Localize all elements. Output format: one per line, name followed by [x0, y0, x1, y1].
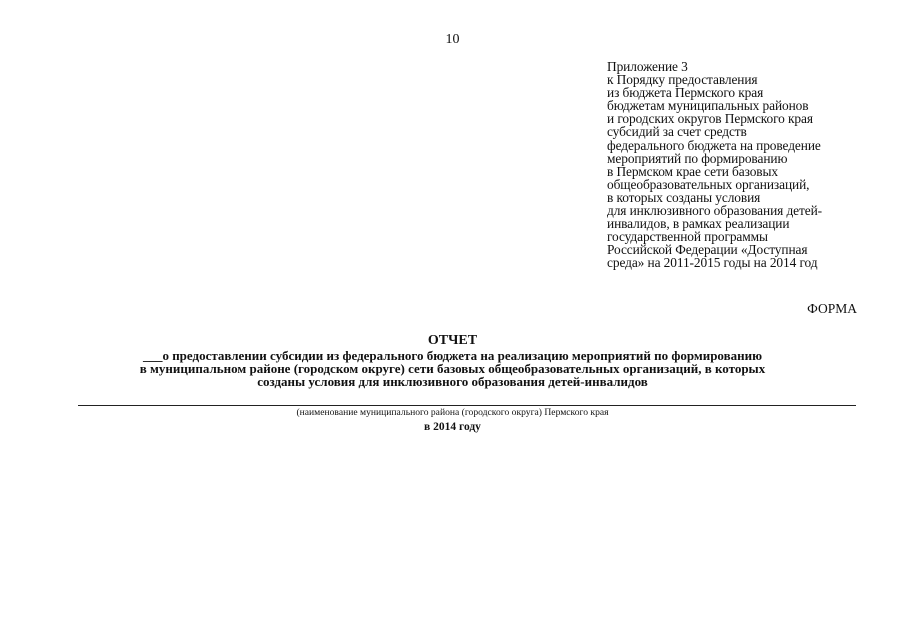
appendix-line: Российской Федерации «Доступная [607, 242, 808, 258]
appendix-line: бюджетам муниципальных районов [607, 98, 809, 114]
report-title: ОТЧЕТ [427, 333, 478, 348]
name-fill-line [78, 405, 856, 406]
report-year: в 2014 году [424, 421, 481, 433]
appendix-line: субсидий за счет средств [607, 124, 747, 140]
report-subtitle-line: в муниципальном районе (городском округе) сети базовых общеобразовательных организаций, в которых [139, 361, 766, 377]
form-label: ФОРМА [807, 301, 857, 316]
report-subtitle-line: созданы условия для инклюзивного образования детей-инвалидов [257, 374, 648, 390]
appendix-line: к Порядку предоставления [607, 72, 758, 88]
appendix-line: среда» на 2011-2015 годы на 2014 год [607, 255, 818, 271]
appendix-line: из бюджета Пермского края [607, 85, 764, 101]
name-fill-caption: (наименование муниципального района (городского округа) Пермского края [296, 407, 609, 418]
page-number: 10 [445, 32, 460, 47]
report-subtitle [60, 349, 845, 389]
appendix-line: инвалидов, в рамках реализации [607, 216, 790, 232]
appendix-line: в которых созданы условия [607, 189, 761, 205]
appendix-line: и городских округов Пермского края [607, 111, 813, 127]
appendix-note [607, 60, 877, 270]
appendix-line: Приложение 3 [607, 59, 688, 74]
appendix-line: для инклюзивного образования детей- [607, 203, 823, 219]
appendix-line: федерального бюджета на проведение [607, 137, 821, 153]
appendix-line: государственной программы [607, 229, 768, 245]
appendix-line: общеобразовательных организаций, [607, 176, 810, 192]
appendix-line: мероприятий по формированию [607, 150, 788, 166]
appendix-line: в Пермском крае сети базовых [607, 163, 779, 179]
report-subtitle-line: ___о предоставлении субсидии из федерального бюджета на реализацию мероприятий по формированию [142, 348, 763, 363]
